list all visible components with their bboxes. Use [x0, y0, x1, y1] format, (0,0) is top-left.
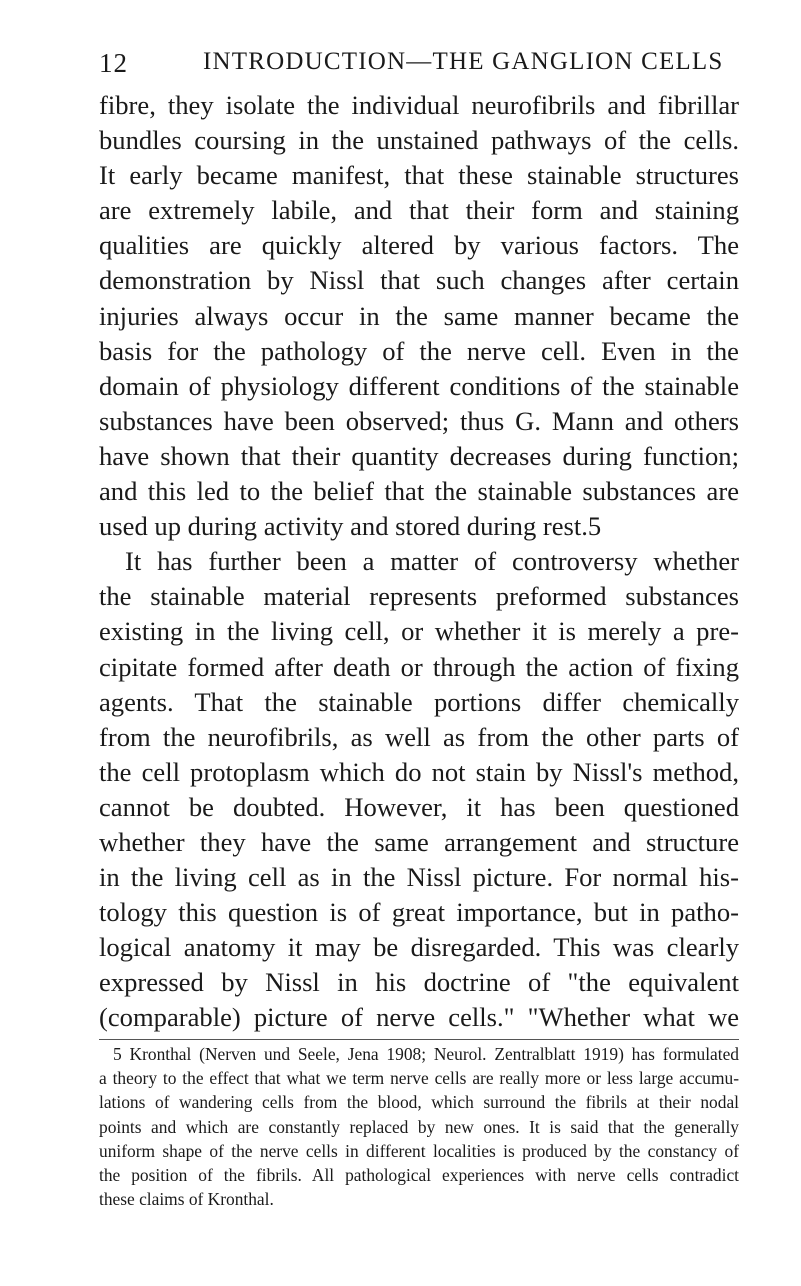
text-line: domain of physiology different conditions of the stainable	[99, 370, 739, 401]
footnote-line: lations of wandering cells from the blood, which surround the fibrils at their nodal	[99, 1092, 739, 1113]
text-line: (comparable) picture of nerve cells." "Whether what we	[99, 1002, 739, 1033]
page-header	[99, 48, 739, 88]
text-line: cannot be doubted. However, it has been questioned	[99, 791, 739, 822]
body-text	[99, 88, 739, 1036]
text-line: whether they have the same arrangement and structure	[99, 826, 739, 857]
text-line: basis for the pathology of the nerve cell. Even in the	[99, 335, 739, 366]
footnote-rule	[99, 1039, 739, 1040]
text-line: have shown that their quantity decreases during function;	[99, 440, 739, 471]
text-line: expressed by Nissl in his doctrine of "the equivalent	[99, 967, 739, 998]
running-head: INTRODUCTION—THE GANGLION CELLS	[203, 48, 724, 75]
text-line: the cell protoplasm which do not stain by Nissl's method,	[99, 756, 739, 787]
text-line: are extremely labile, and that their form and staining	[99, 195, 739, 226]
text-line: agents. That the stainable portions differ chemically	[99, 686, 739, 717]
text-line: cipitate formed after death or through the action of fixing	[99, 651, 739, 682]
footnote	[99, 1042, 739, 1211]
text-line: injuries always occur in the same manner became the	[99, 300, 739, 331]
footnote-line: points and which are constantly replaced by new ones. It is said that the generally	[99, 1116, 739, 1137]
text-line: fibre, they isolate the individual neurofibrils and fibrillar	[99, 90, 739, 120]
text-line: logical anatomy it may be disregarded. This was clearly	[99, 932, 739, 963]
page-number: 12	[99, 48, 128, 78]
footnote-line: 5 Kronthal (Nerven und Seele, Jena 1908; Neurol. Zentralblatt 1919) has formulated	[113, 1044, 739, 1064]
footnote-line: a theory to the effect that what we term nerve cells are really more or less large accumu-	[99, 1068, 739, 1089]
footnote-line: these claims of Kronthal.	[99, 1189, 274, 1210]
footnote-line: the position of the fibrils. All pathological experiences with nerve cells contradict	[99, 1164, 739, 1185]
text-line: used up during activity and stored during rest.5	[99, 511, 602, 542]
text-line: qualities are quickly altered by various factors. The	[99, 230, 739, 261]
text-line: It has further been a matter of controversy whether	[125, 546, 739, 577]
text-line: substances have been observed; thus G. Mann and others	[99, 405, 739, 436]
text-line: tology this question is of great importance, but in patho-	[99, 897, 739, 928]
text-line: bundles coursing in the unstained pathways of the cells.	[99, 125, 739, 156]
text-line: demonstration by Nissl that such changes after certain	[99, 265, 739, 296]
footnote-line: uniform shape of the nerve cells in different localities is produced by the constancy of	[99, 1140, 739, 1161]
text-line: in the living cell as in the Nissl picture. For normal his-	[99, 862, 739, 893]
text-line: from the neurofibrils, as well as from the other parts of	[99, 721, 739, 752]
text-line: It early became manifest, that these stainable structures	[99, 160, 739, 191]
text-line: and this led to the belief that the stainable substances are	[99, 476, 739, 507]
text-line: existing in the living cell, or whether it is merely a pre-	[99, 616, 739, 647]
text-line: the stainable material represents preformed substances	[99, 581, 739, 612]
